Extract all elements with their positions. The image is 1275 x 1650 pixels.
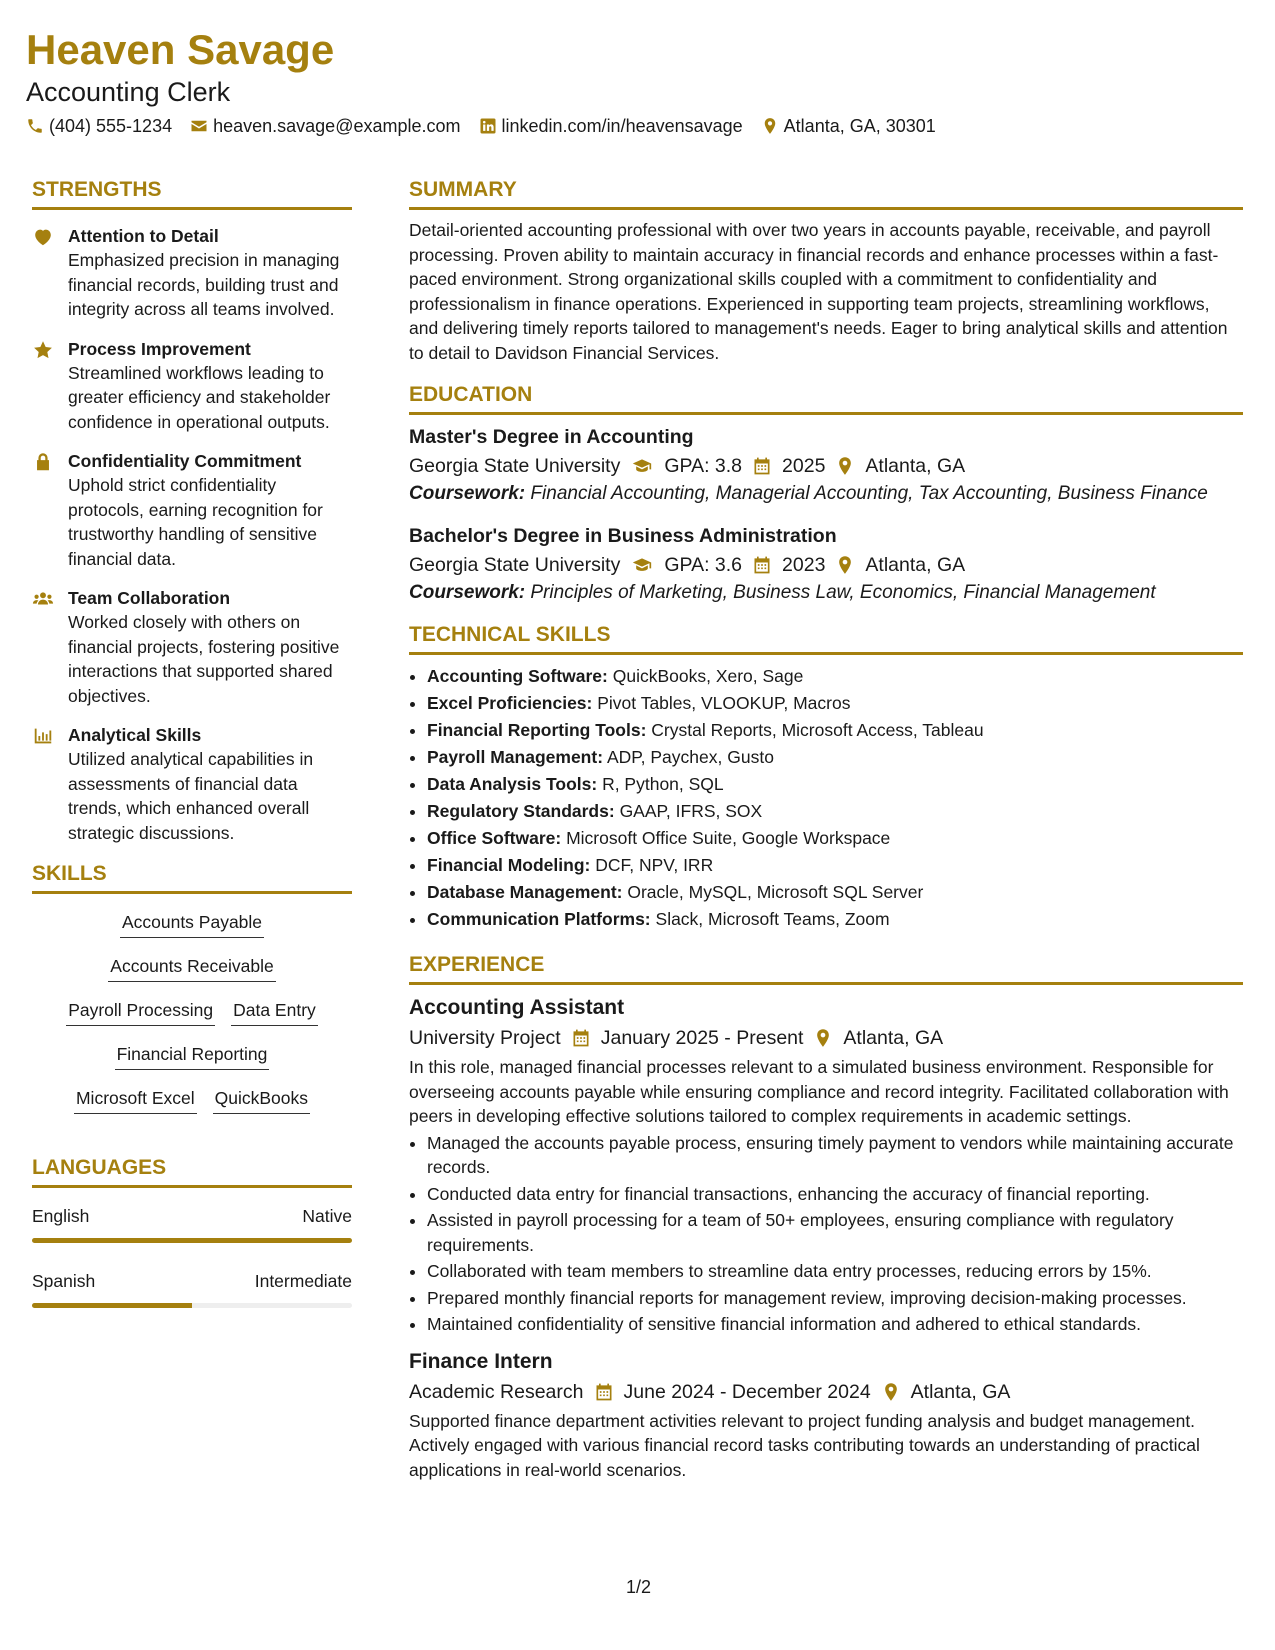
- linkedin-icon: [479, 117, 497, 135]
- experience-location: Atlanta, GA: [910, 1380, 1011, 1403]
- strength-desc: Worked closely with others on financial projects, fostering positive interactions that supported shared objectives.: [68, 612, 340, 706]
- map-pin-icon: [835, 456, 855, 476]
- school-name: Georgia State University: [409, 455, 621, 477]
- bullet-item: • Prepared monthly financial reports for management review, improving decision-making processes.: [427, 1286, 1243, 1311]
- experience-description: Supported finance department activities relevant to project funding analysis and budget management. Actively engaged with various financial record tasks contributing towards an understanding of practical applications in real-world scenarios.: [409, 1410, 1200, 1480]
- linkedin-text: linkedin.com/in/heavensavage: [501, 116, 743, 136]
- bullet-item: • Managed the accounts payable process, ensuring timely payment to vendors while maintaining accurate records.: [427, 1131, 1243, 1180]
- job-title: Accounting Clerk: [26, 77, 231, 107]
- strength-item: [32, 449, 352, 571]
- skill-category: Database Management:: [427, 882, 623, 902]
- envelope-icon: [190, 117, 208, 135]
- map-pin-icon: [881, 1382, 901, 1402]
- skill-category: Excel Proficiencies:: [427, 693, 593, 713]
- skill-tag: Payroll Processing: [66, 998, 215, 1026]
- language-proficiency-bar: [32, 1303, 352, 1308]
- education-item: [409, 423, 1243, 506]
- users-icon: [32, 588, 54, 610]
- email-text: heaven.savage@example.com: [213, 116, 461, 136]
- phone-icon: [26, 117, 44, 135]
- skill-values: ADP, Paychex, Gusto: [606, 747, 774, 767]
- skill-values: QuickBooks, Xero, Sage: [612, 666, 804, 686]
- coursework-list: Financial Accounting, Managerial Accounting, Tax Accounting, Business Finance: [530, 483, 1208, 504]
- education-meta: [409, 550, 1243, 580]
- technical-skill-item: [427, 879, 1243, 906]
- candidate-name: Heaven Savage: [26, 26, 335, 73]
- technical-skill-item: [427, 771, 1243, 798]
- graduation-cap-icon: [630, 555, 654, 575]
- experience-meta: [409, 1023, 1243, 1053]
- contact-email[interactable]: [190, 114, 460, 138]
- technical-skill-item: [427, 663, 1243, 690]
- left-column: [32, 176, 352, 1334]
- graduation-cap-icon: [630, 456, 654, 476]
- graduation-year: 2023: [782, 554, 826, 576]
- technical-skill-item: [427, 825, 1243, 852]
- technical-skill-item: [427, 717, 1243, 744]
- skill-category: Financial Modeling:: [427, 855, 591, 875]
- map-pin-icon: [761, 117, 779, 135]
- experience-heading: EXPERIENCE: [409, 951, 1243, 985]
- strength-desc: Utilized analytical capabilities in assessments of financial data trends, which enhanced overall strategic discussions.: [68, 749, 314, 843]
- skill-category: Data Analysis Tools:: [427, 774, 598, 794]
- experience-description: In this role, managed financial processes relevant to a simulated business environment. Responsible for overseeing accounts payable while ensuring compliance and record integrity. Facilitated collaboration with peers in developing effective solutions tailored to complex requirements in academic settings.: [409, 1057, 1229, 1126]
- skills-tags: [32, 902, 352, 1114]
- skill-tag: QuickBooks: [213, 1086, 310, 1114]
- experience-location: Atlanta, GA: [843, 1027, 944, 1049]
- calendar-icon: [571, 1028, 591, 1048]
- strength-title: Analytical Skills: [68, 725, 202, 745]
- skill-category: Office Software:: [427, 828, 562, 848]
- technical-skill-item: [427, 690, 1243, 717]
- graduation-year: 2025: [782, 455, 826, 477]
- skill-category: Communication Platforms:: [427, 909, 651, 929]
- language-proficiency-fill: [32, 1303, 192, 1308]
- strength-title: Attention to Detail: [68, 226, 219, 246]
- map-pin-icon: [813, 1028, 833, 1048]
- strengths-heading: STRENGTHS: [32, 176, 352, 210]
- language-level: Native: [302, 1206, 352, 1226]
- skill-values: R, Python, SQL: [602, 774, 724, 794]
- strength-item: [32, 723, 352, 845]
- gpa: GPA: 3.8: [664, 455, 743, 477]
- strength-desc: Uphold strict confidentiality protocols, earning recognition for trustworthy handling of sensitive financial data.: [68, 475, 323, 569]
- bar-chart-icon: [32, 725, 54, 747]
- right-column: [409, 176, 1243, 1492]
- contact-phone[interactable]: [26, 114, 172, 138]
- star-icon: [32, 339, 54, 361]
- resume-header: [26, 24, 1246, 138]
- education-location: Atlanta, GA: [865, 554, 966, 576]
- summary-heading: SUMMARY: [409, 176, 1243, 210]
- skill-values: Crystal Reports, Microsoft Access, Tableau: [651, 720, 984, 740]
- contact-location: [761, 114, 936, 138]
- bullet-item: • Conducted data entry for financial transactions, enhancing the accuracy of financial reporting.: [427, 1182, 1243, 1207]
- skill-category: Payroll Management:: [427, 747, 604, 767]
- coursework: [409, 481, 1243, 506]
- calendar-icon: [594, 1382, 614, 1402]
- technical-skill-item: [427, 798, 1243, 825]
- contact-linkedin[interactable]: [479, 114, 743, 138]
- organization: Academic Research: [409, 1380, 584, 1403]
- technical-skills-heading: TECHNICAL SKILLS: [409, 621, 1243, 655]
- date-range: January 2025 - Present: [600, 1027, 804, 1049]
- organization: University Project: [409, 1027, 561, 1049]
- technical-skill-item: [427, 852, 1243, 879]
- lock-icon: [32, 451, 54, 473]
- strength-title: Team Collaboration: [68, 588, 231, 608]
- skill-tag: Accounts Payable: [120, 910, 264, 938]
- language-proficiency-fill: [32, 1238, 352, 1243]
- degree-title: Bachelor's Degree in Business Administration: [409, 525, 837, 547]
- skill-values: Microsoft Office Suite, Google Workspace: [566, 828, 891, 848]
- skill-values: Oracle, MySQL, Microsoft SQL Server: [627, 882, 924, 902]
- experience-item: [409, 993, 1243, 1337]
- strength-title: Process Improvement: [68, 338, 251, 359]
- language-item: [32, 1269, 352, 1308]
- heart-icon: [32, 226, 54, 248]
- strength-desc: Streamlined workflows leading to greater efficiency and stakeholder confidence in operational outputs.: [68, 362, 331, 432]
- skill-tag: Financial Reporting: [115, 1042, 270, 1070]
- skill-category: Regulatory Standards:: [427, 801, 615, 821]
- coursework-list: Principles of Marketing, Business Law, Economics, Financial Management: [530, 582, 1156, 603]
- calendar-icon: [752, 456, 772, 476]
- languages-heading: LANGUAGES: [32, 1154, 352, 1188]
- page-number: 1/2: [626, 1577, 652, 1597]
- language-proficiency-bar: [32, 1238, 352, 1243]
- bullet-item: • Assisted in payroll processing for a team of 50+ employees, ensuring compliance with regulatory requirements.: [427, 1208, 1243, 1257]
- date-range: June 2024 - December 2024: [623, 1380, 871, 1403]
- strength-item: [32, 337, 352, 435]
- coursework-label: Coursework:: [409, 582, 526, 603]
- phone-text: (404) 555-1234: [49, 116, 173, 136]
- education-location: Atlanta, GA: [865, 455, 966, 477]
- technical-skill-item: [427, 744, 1243, 771]
- coursework-label: Coursework:: [409, 483, 526, 504]
- skill-values: DCF, NPV, IRR: [595, 855, 714, 875]
- experience-bullets: [409, 1131, 1243, 1337]
- bullet-item: • Maintained confidentiality of sensitive financial information and adhered to ethical standards.: [427, 1312, 1243, 1337]
- strength-item: [32, 586, 352, 708]
- position-title: Accounting Assistant: [409, 996, 625, 1019]
- strengths-list: [32, 224, 352, 845]
- bullet-item: • Collaborated with team members to streamline data entry processes, reducing errors by 15%.: [427, 1259, 1243, 1284]
- skill-values: GAAP, IFRS, SOX: [619, 801, 763, 821]
- skill-tag: Accounts Receivable: [108, 954, 275, 982]
- skill-values: Slack, Microsoft Teams, Zoom: [655, 909, 890, 929]
- language-name: English: [32, 1206, 90, 1226]
- skill-category: Accounting Software:: [427, 666, 608, 686]
- skill-values: Pivot Tables, VLOOKUP, Macros: [597, 693, 851, 713]
- skill-category: Financial Reporting Tools:: [427, 720, 647, 740]
- skill-tag: Data Entry: [231, 998, 318, 1026]
- gpa: GPA: 3.6: [664, 554, 743, 576]
- position-title: Finance Intern: [409, 1349, 553, 1373]
- education-item: [409, 522, 1243, 605]
- strength-item: [32, 224, 352, 322]
- language-level: Intermediate: [254, 1271, 352, 1291]
- location-text: Atlanta, GA, 30301: [783, 116, 936, 136]
- summary-text: Detail-oriented accounting professional with over two years in accounts payable, receivable, and payroll processing. Proven ability to maintain accuracy in financial records and enhance processes within a fast-paced environment. Strong organizational skills coupled with a commitment to confidentiality and professionalism in finance operations. Experienced in supporting team projects, streamlining workflows, and delivering timely reports tailored to management's needs. Eager to bring analytical skills and attention to detail to Davidson Financial Services.: [409, 220, 1228, 363]
- contact-bar: [26, 114, 1246, 138]
- language-name: Spanish: [32, 1271, 96, 1291]
- skills-heading: SKILLS: [32, 860, 352, 894]
- skill-tag: Microsoft Excel: [74, 1086, 197, 1114]
- calendar-icon: [752, 555, 772, 575]
- map-pin-icon: [835, 555, 855, 575]
- education-heading: EDUCATION: [409, 381, 1243, 415]
- technical-skill-item: [427, 906, 1243, 933]
- degree-title: Master's Degree in Accounting: [409, 426, 694, 448]
- strength-title: Confidentiality Commitment: [68, 451, 302, 471]
- education-meta: [409, 451, 1243, 481]
- coursework: [409, 580, 1243, 605]
- experience-meta: [409, 1377, 1243, 1407]
- strength-desc: Emphasized precision in managing financial records, building trust and integrity across all teams involved.: [68, 250, 340, 319]
- language-item: [32, 1204, 352, 1243]
- experience-item: [409, 1347, 1243, 1483]
- school-name: Georgia State University: [409, 554, 621, 576]
- technical-skills-list: [409, 663, 1243, 933]
